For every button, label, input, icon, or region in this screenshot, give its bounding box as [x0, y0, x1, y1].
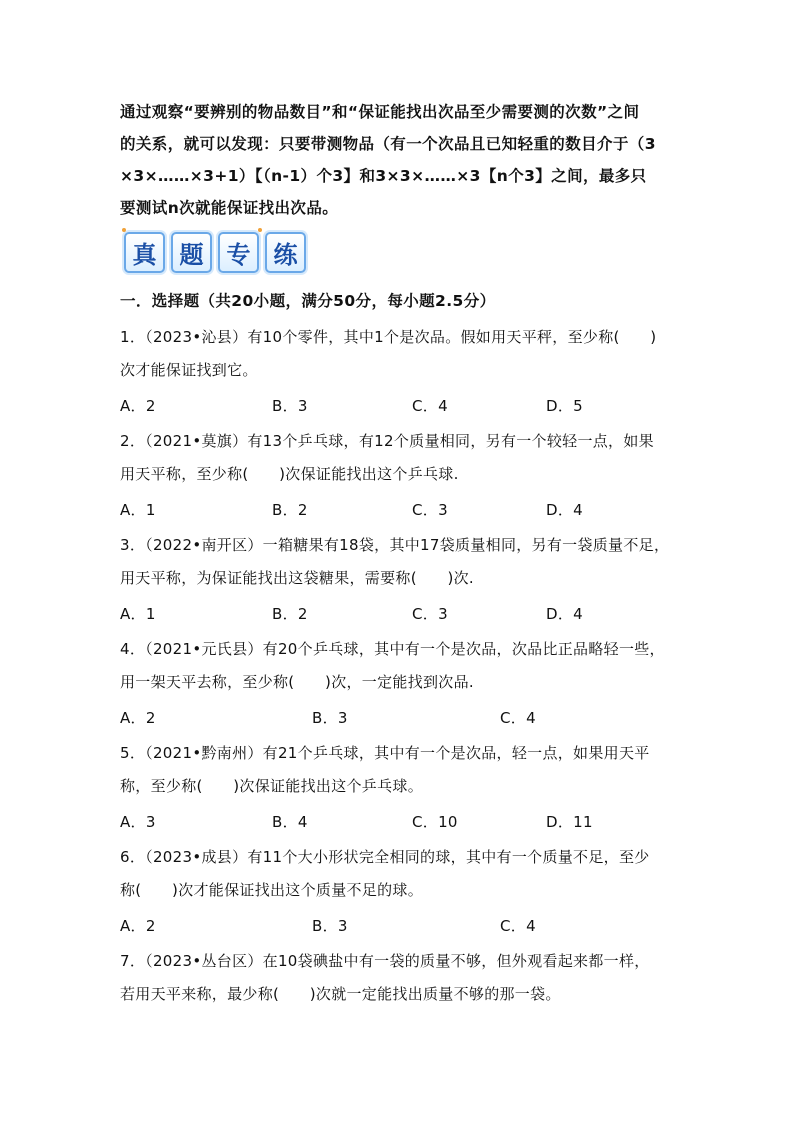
option-b: B．3	[272, 397, 308, 415]
option-c: C．4	[412, 397, 448, 415]
intro-line: 的关系，就可以发现：只要带测物品（有一个次品且已知轻重的数目介于（3	[120, 135, 656, 153]
question-options	[120, 595, 690, 633]
question-stem-line: 2．（2021•莫旗）有13个乒乓球，有12个质量相同，另有一个较轻一点，如果	[120, 432, 654, 450]
question-options	[120, 387, 690, 425]
intro-line: 通过观察“要辨别的物品数目”和“保证能找出次品至少需要测的次数”之间	[120, 103, 640, 121]
question-item	[120, 945, 690, 1011]
sparkle-icon	[122, 228, 126, 232]
section-banner	[124, 230, 312, 274]
option-a: A．2	[120, 397, 156, 415]
question-options	[120, 803, 690, 841]
option-c: C．10	[412, 813, 458, 831]
section-heading: 一．选择题（共20小题，满分50分，每小题2.5分）	[120, 292, 496, 310]
question-item	[120, 321, 690, 425]
option-d: D．11	[546, 813, 593, 831]
banner-char-text: 练	[273, 240, 298, 269]
option-d: D．5	[546, 397, 583, 415]
banner-char	[171, 232, 212, 273]
option-a: A．3	[120, 813, 156, 831]
question-stem-line: 6．（2023•成县）有11个大小形状完全相同的球，其中有一个质量不足，至少	[120, 848, 650, 866]
banner-char-text: 真	[132, 240, 157, 269]
option-c: C．3	[412, 501, 448, 519]
option-b: B．2	[272, 605, 308, 623]
question-item	[120, 633, 690, 737]
question-item	[120, 425, 690, 529]
question-options	[120, 699, 690, 737]
option-a: A．1	[120, 605, 156, 623]
option-d: D．4	[546, 501, 583, 519]
option-c: C．4	[500, 917, 536, 935]
question-stem-line: 4．（2021•元氏县）有20个乒乓球，其中有一个是次品，次品比正品略轻一些，	[120, 640, 665, 658]
intro-paragraph	[120, 96, 695, 224]
question-stem-line: 称( )次才能保证找出这个质量不足的球。	[120, 881, 424, 899]
option-a: A．2	[120, 709, 156, 727]
option-c: C．4	[500, 709, 536, 727]
question-stem-line: 若用天平来称，最少称( )次就一定能找出质量不够的那一袋。	[120, 985, 561, 1003]
intro-line: ×3×……×3+1）【（n-1）个3】和3×3×……×3【n个3】之间，最多只	[120, 167, 647, 185]
banner-char-text: 专	[226, 240, 251, 269]
banner-char	[218, 232, 259, 273]
intro-line: 要测试n次就能保证找出次品。	[120, 199, 339, 217]
question-item	[120, 529, 690, 633]
option-a: A．2	[120, 917, 156, 935]
question-stem-line: 7．（2023•丛台区）在10袋碘盐中有一袋的质量不够，但外观看起来都一样，	[120, 952, 650, 970]
question-stem-line: 3．（2022•南开区）一箱糖果有18袋，其中17袋质量相同，另有一袋质量不足，	[120, 536, 670, 554]
question-item	[120, 737, 690, 841]
question-options	[120, 907, 690, 945]
question-stem-line: 5．（2021•黔南州）有21个乒乓球，其中有一个是次品，轻一点，如果用天平	[120, 744, 650, 762]
option-b: B．3	[312, 709, 348, 727]
question-stem-line: 用天平称，为保证能找出这袋糖果，需要称( )次.	[120, 569, 474, 587]
question-stem-line: 次才能保证找到它。	[120, 361, 258, 379]
question-options	[120, 491, 690, 529]
banner-char-text: 题	[179, 240, 204, 269]
option-a: A．1	[120, 501, 156, 519]
question-stem-line: 称，至少称( )次保证能找出这个乒乓球。	[120, 777, 424, 795]
option-b: B．2	[272, 501, 308, 519]
question-stem-line: 1．（2023•沁县）有10个零件，其中1个是次品。假如用天平秤，至少称( )	[120, 328, 657, 346]
question-item	[120, 841, 690, 945]
option-b: B．4	[272, 813, 308, 831]
question-stem-line: 用天平称，至少称( )次保证能找出这个乒乓球.	[120, 465, 459, 483]
question-list	[120, 321, 690, 1011]
sparkle-icon	[258, 228, 262, 232]
banner-char	[265, 232, 306, 273]
question-stem-line: 用一架天平去称，至少称( )次，一定能找到次品.	[120, 673, 474, 691]
option-c: C．3	[412, 605, 448, 623]
option-d: D．4	[546, 605, 583, 623]
option-b: B．3	[312, 917, 348, 935]
banner-char	[124, 232, 165, 273]
